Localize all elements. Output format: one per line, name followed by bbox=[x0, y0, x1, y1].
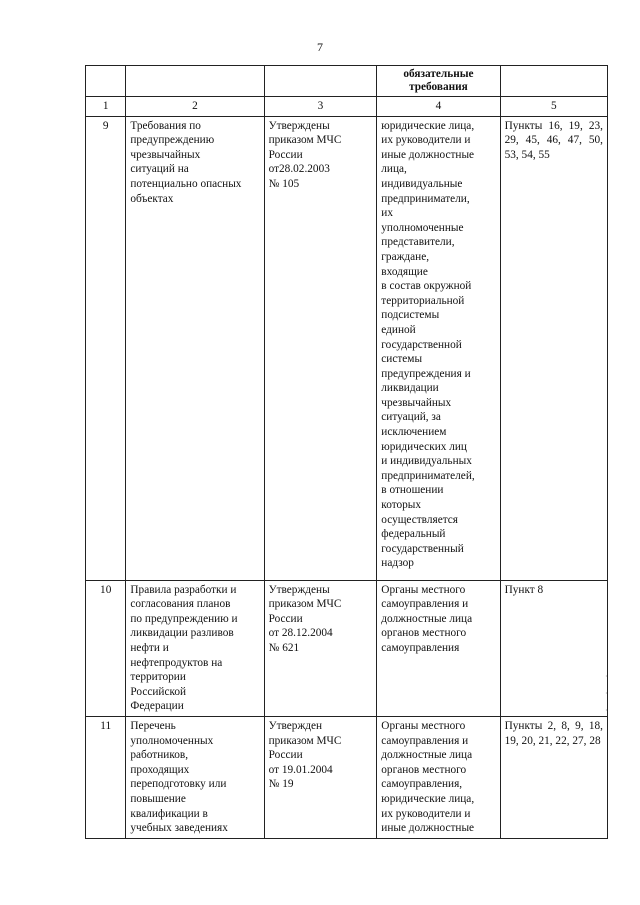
column-number: 2 bbox=[126, 97, 264, 117]
column-number: 4 bbox=[377, 97, 500, 117]
column-number-row bbox=[86, 97, 608, 117]
row-number: 10 bbox=[86, 580, 126, 716]
requirement-name: Требования по предупреждению чрезвычайных ситуаций на потенциально опасных объектах bbox=[126, 116, 264, 580]
subjects-text: Органы местного самоуправления и должностные лица органов местного самоуправления, юридические лица, их руководители и иные должностные bbox=[377, 716, 500, 838]
header-cell-3 bbox=[264, 66, 377, 97]
table-row bbox=[86, 716, 608, 838]
table-header-row bbox=[86, 66, 608, 97]
requirement-name: Правила разработки и согласования планов по предупреждению и ликвидации разливов нефти и нефтепродуктов на территории Российской Федерации bbox=[126, 580, 264, 716]
approval-info: Утверждены приказом МЧС России от28.02.2003 № 105 bbox=[264, 116, 377, 580]
header-cell-1 bbox=[86, 66, 126, 97]
points-text: Пункт 8 bbox=[500, 580, 607, 716]
column-number: 1 bbox=[86, 97, 126, 117]
header-cell-5 bbox=[500, 66, 607, 97]
column-number: 3 bbox=[264, 97, 377, 117]
requirements-table bbox=[85, 65, 608, 839]
subjects-text: Органы местного самоуправления и должностные лица органов местного самоуправления bbox=[377, 580, 500, 716]
header-cell-4: обязательные требования bbox=[377, 66, 500, 97]
points-text: Пункты 16, 19, 23, 29, 45, 46, 47, 50, 53, 54, 55 bbox=[500, 116, 607, 580]
table-row bbox=[86, 116, 608, 580]
column-number: 5 bbox=[500, 97, 607, 117]
page-number: 7 bbox=[317, 40, 323, 54]
header-cell-2 bbox=[126, 66, 264, 97]
subjects-text: юридические лица, их руководители и иные должностные лица, индивидуальные предприниматели, их уполномоченные представители, граждане, входящие в состав окружной территориальной подсистемы единой государственной системы предупреждения и ликвидации чрезвычайных ситуаций, за исключением юридических лиц и индивидуальных предпринимателей, в отношении которых осуществляется федеральный государственный надзор bbox=[377, 116, 500, 580]
approval-info: Утверждены приказом МЧС России от 28.12.2004 № 621 bbox=[264, 580, 377, 716]
points-text: Пункты 2, 8, 9, 18, 19, 20, 21, 22, 27, 28 bbox=[500, 716, 607, 838]
table-row bbox=[86, 580, 608, 716]
row-number: 11 bbox=[86, 716, 126, 838]
requirement-name: Перечень уполномоченных работников, проходящих переподготовку или повышение квалификации в учебных заведениях bbox=[126, 716, 264, 838]
approval-info: Утвержден приказом МЧС России от 19.01.2004 № 19 bbox=[264, 716, 377, 838]
scan-marks: · · · bbox=[605, 672, 608, 715]
row-number: 9 bbox=[86, 116, 126, 580]
